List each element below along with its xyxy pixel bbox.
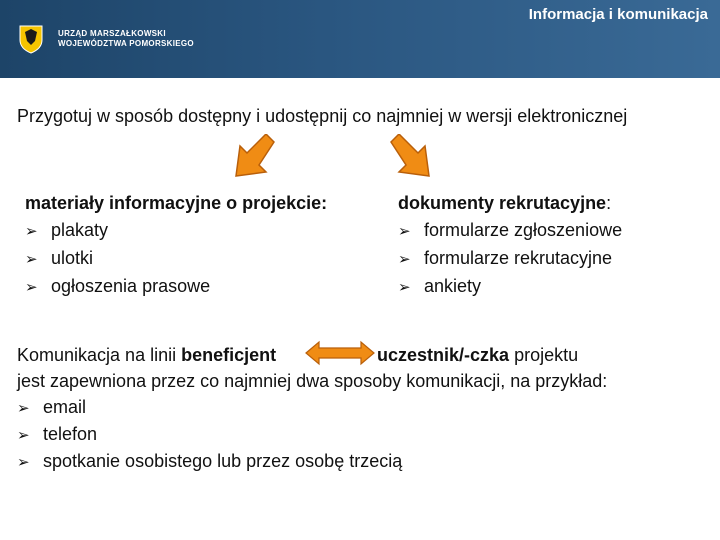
arrow-down-left-icon [232,134,278,180]
list-item [398,217,622,245]
list-item [17,394,717,421]
list-item [398,245,622,273]
participant-label: uczestnik/-czka [377,345,510,365]
bullet-arrow-icon: ➢ [398,222,411,240]
logo-line-1: URZĄD MARSZAŁKOWSKI [58,29,166,38]
recruitment-column [398,190,622,301]
recruitment-title [398,190,622,217]
bullet-arrow-icon: ➢ [398,278,411,296]
communication-line-2: jest zapewniona przez co najmniej dwa sposoby komunikacji, na przykład: [17,371,608,391]
arrow-down-right-icon [387,134,433,180]
list-item [17,448,717,475]
header-bar [0,0,720,78]
list-item [398,273,622,301]
bullet-arrow-icon: ➢ [25,250,38,268]
communication-suffix: projektu [509,345,579,365]
logo [18,24,194,54]
list-item [17,421,717,448]
bullet-arrow-icon: ➢ [398,250,411,268]
list-item-label: email [43,397,87,417]
list-item-label: ogłoszenia prasowe [51,276,211,296]
bullet-arrow-icon: ➢ [17,426,30,444]
communication-segment-1 [17,342,276,368]
recruitment-title-colon: : [606,193,612,213]
slide-title: Informacja i komunikacja [528,6,708,23]
logo-text [58,29,194,49]
list-item-label: spotkanie osobistego lub przez osobę trzecią [43,451,403,471]
intro-text: Przygotuj w sposób dostępny i udostępnij co najmniej w wersji elektronicznej [17,106,628,126]
bullet-arrow-icon: ➢ [17,453,30,471]
list-item-label: formularze rekrutacyjne [424,248,613,268]
list-item [25,273,327,301]
logo-line-2: WOJEWÓDZTWA POMORSKIEGO [58,39,194,48]
list-item-label: formularze zgłoszeniowe [424,220,623,240]
communication-block [17,342,717,475]
list-item [25,217,327,245]
list-item-label: plakaty [51,220,109,240]
list-item-label: ankiety [424,276,482,296]
crest-icon [18,24,44,54]
list-item [25,245,327,273]
materials-title: materiały informacyjne o projekcie: [25,193,328,213]
beneficiary-label: beneficjent [181,345,277,365]
communication-line-1 [17,342,717,368]
list-item-label: ulotki [51,248,94,268]
recruitment-title-text: dokumenty rekrutacyjne [398,193,607,213]
materials-column [25,190,327,301]
list-item-label: telefon [43,424,98,444]
communication-segment-2 [377,342,578,368]
bullet-arrow-icon: ➢ [25,278,38,296]
bullet-arrow-icon: ➢ [25,222,38,240]
communication-prefix: Komunikacja na linii [17,345,182,365]
bullet-arrow-icon: ➢ [17,399,30,417]
